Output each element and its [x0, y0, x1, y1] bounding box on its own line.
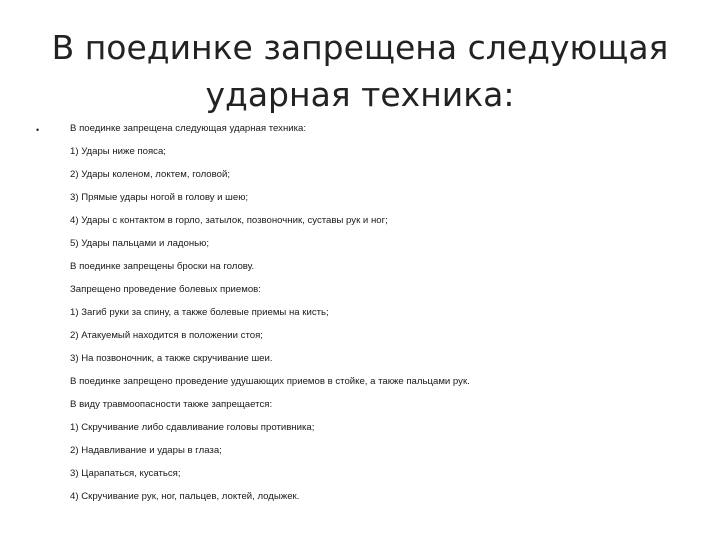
list-item: 1) Удары ниже пояса;: [70, 146, 166, 157]
list-item: 1) Загиб руки за спину, а также болевые приемы на кисть;: [70, 307, 329, 318]
list-item: 5) Удары пальцами и ладонью;: [70, 238, 209, 249]
list-item: 1) Скручивание либо сдавливание головы противника;: [70, 422, 315, 433]
list-item: В поединке запрещено проведение удушающих приемов в стойке, а также пальцами рук.: [70, 376, 470, 387]
list-item: 4) Удары с контактом в горло, затылок, позвоночник, суставы рук и ног;: [70, 215, 388, 226]
list-item: 3) Прямые удары ногой в голову и шею;: [70, 192, 249, 203]
list-item: В поединке запрещены броски на голову.: [70, 261, 255, 272]
bullet-marker: •: [36, 125, 40, 135]
slide-title: В поединке запрещена следующая ударная техника:: [51, 28, 669, 114]
list-item: 2) Надавливание и удары в глаза;: [70, 445, 222, 456]
list-item: В поединке запрещена следующая ударная техника:: [70, 123, 307, 134]
list-item: В виду травмоопасности также запрещается:: [70, 399, 273, 410]
rules-list: [70, 123, 690, 514]
list-item: 2) Атакуемый находится в положении стоя;: [70, 330, 263, 341]
list-item: 3) На позвоночник, а также скручивание шеи.: [70, 353, 273, 364]
list-item: 3) Царапаться, кусаться;: [70, 468, 181, 479]
list-item: 2) Удары коленом, локтем, головой;: [70, 169, 230, 180]
list-item: 4) Скручивание рук, ног, пальцев, локтей, лодыжек.: [70, 491, 300, 502]
list-item: Запрещено проведение болевых приемов:: [70, 284, 261, 295]
